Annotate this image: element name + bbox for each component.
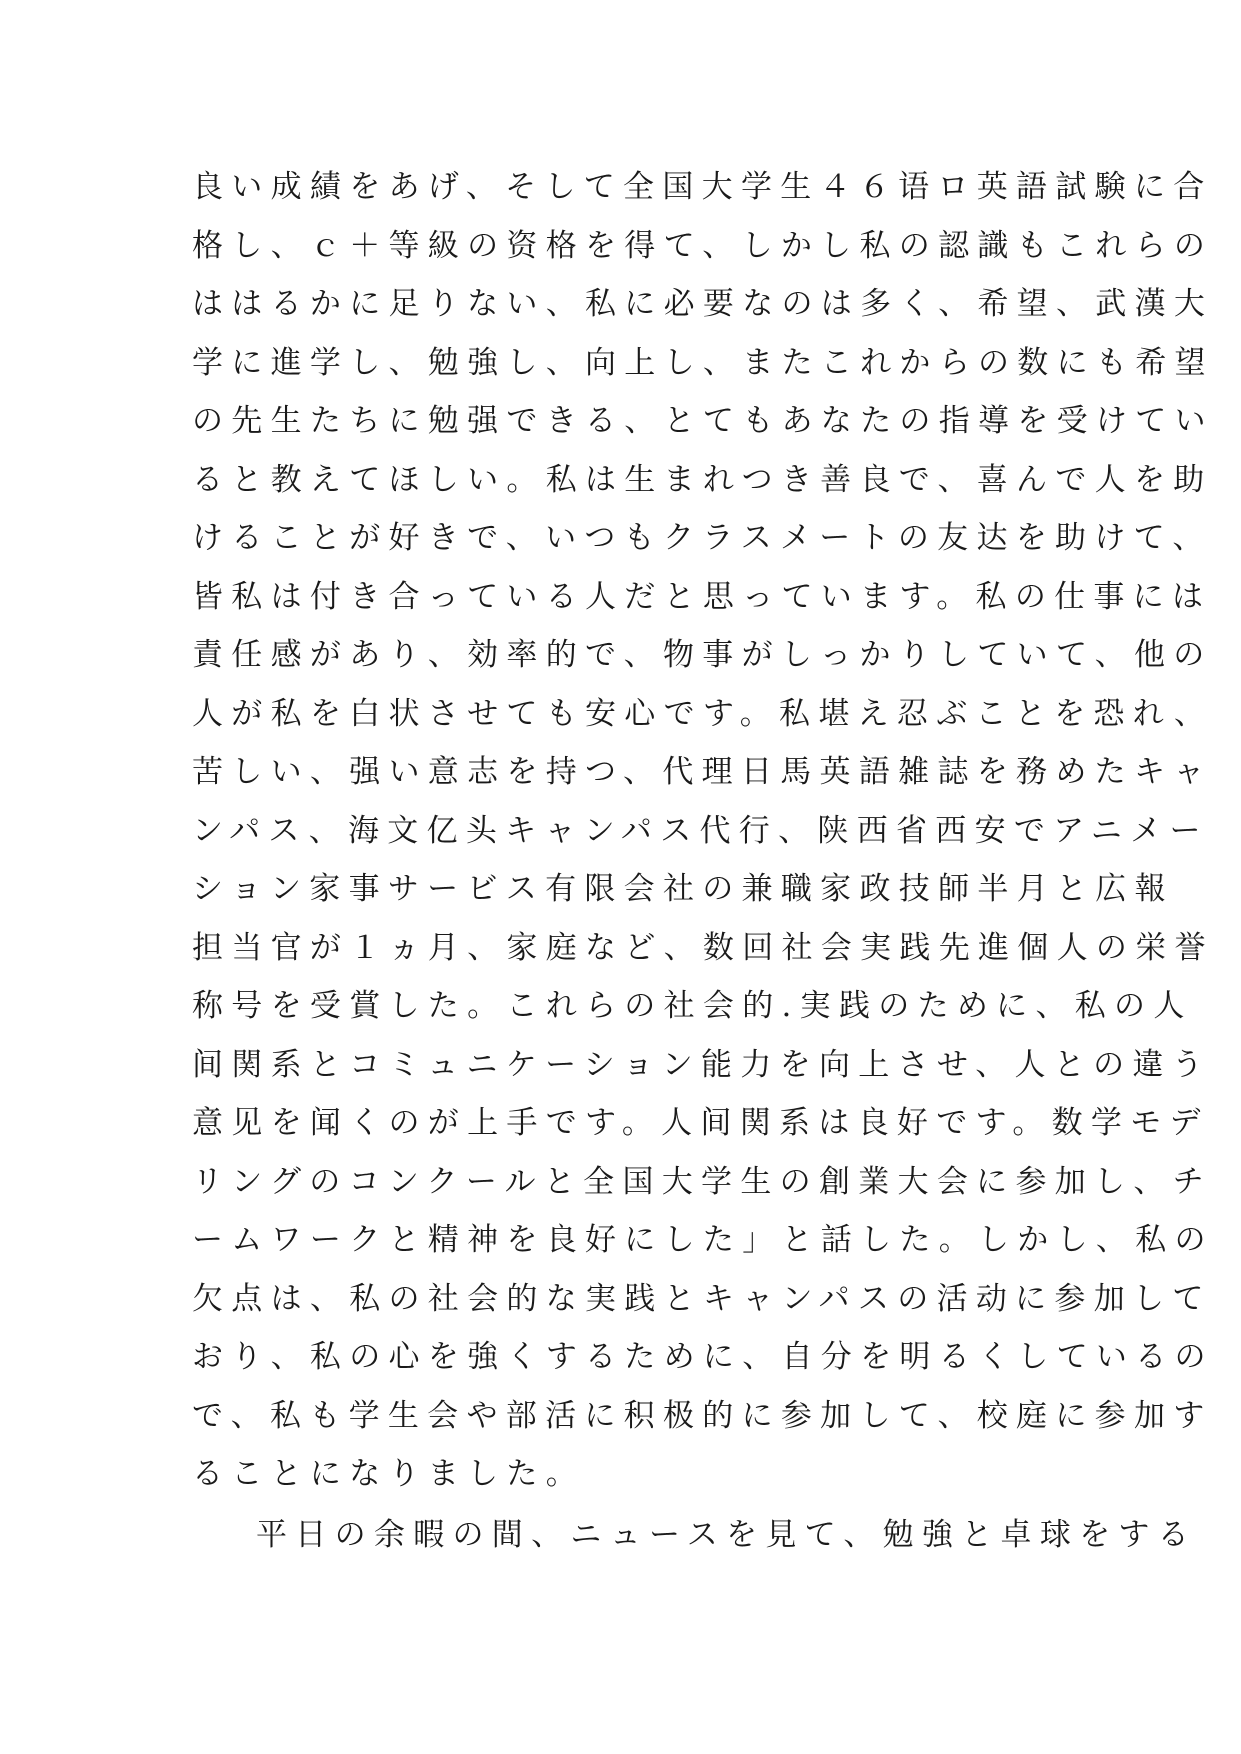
text-line-6: ると教えてほしい。私は生まれつき善良で、喜んで人を助: [192, 461, 1213, 498]
text-line-3: ははるかに足りない、私に必要なのは多く、希望、武漢大: [192, 286, 1214, 322]
text-line-21: おり、私の心を強くするために、自分を明るくしているの: [192, 1339, 1214, 1375]
text-line-17: 意见を闻くのが上手です。人间関系は良好です。数学モデ: [192, 1105, 1209, 1141]
text-line-11: 苦しい、强い意志を持つ、代理日馬英語雑誌を務めたキャ: [192, 754, 1213, 790]
text-line-9: 責任感があり、効率的で、物事がしっかりしていて、他の: [192, 637, 1213, 673]
text-line-2: 格し、ｃ＋等級の资格を得て、しかし私の認識もこれらの: [192, 227, 1214, 264]
text-line-1: 良い成績をあげ、そして全国大学生４６语ロ英語試験に合: [192, 169, 1213, 205]
text-line-19: ームワークと精神を良好にした」と話した。しかし、私の: [192, 1222, 1214, 1258]
text-line-20: 欠点は、私の社会的な実践とキャンパスの活动に参加して: [192, 1280, 1212, 1317]
text-line-15: 称号を受賞した。これらの社会的.実践のために、私の人: [192, 988, 1193, 1024]
paragraph-2-line-1: 平日の余暇の間、ニュースを見て、勉強と卓球をする: [256, 1516, 1198, 1553]
text-line-14: 担当官が１ヵ月、家庭など、数回社会実践先進個人の栄誉: [192, 929, 1214, 966]
text-line-16: 间関系とコミュニケーション能力を向上させ、人との違う: [192, 1046, 1212, 1083]
document-body: [192, 158, 1214, 1564]
text-line-7: けることが好きで、いつもクラスメートの友达を助けて、: [192, 520, 1212, 556]
text-line-8: 皆私は付き合っている人だと思っています。私の仕事には: [192, 578, 1212, 615]
text-line-18: リングのコンクールと全国大学生の創業大会に参加し、チ: [192, 1163, 1212, 1200]
text-line-12: ンパス、海文亿头キャンパス代行、陕西省西安でアニメー: [192, 812, 1209, 849]
text-line-4: 学に進学し、勉強し、向上し、またこれからの数にも希望: [192, 344, 1214, 381]
text-line-23: ることになりました。: [192, 1456, 585, 1492]
text-line-5: の先生たちに勉强できる、とてもあなたの指導を受けてい: [192, 403, 1214, 439]
text-line-10: 人が私を白状させても安心です。私堪え忍ぶことを恐れ、: [192, 695, 1214, 732]
text-line-22: で、私も学生会や部活に积极的に参加して、校庭に参加す: [192, 1397, 1213, 1434]
text-line-13: ション家事サービス有限会社の兼職家政技師半月と広報: [192, 871, 1174, 907]
